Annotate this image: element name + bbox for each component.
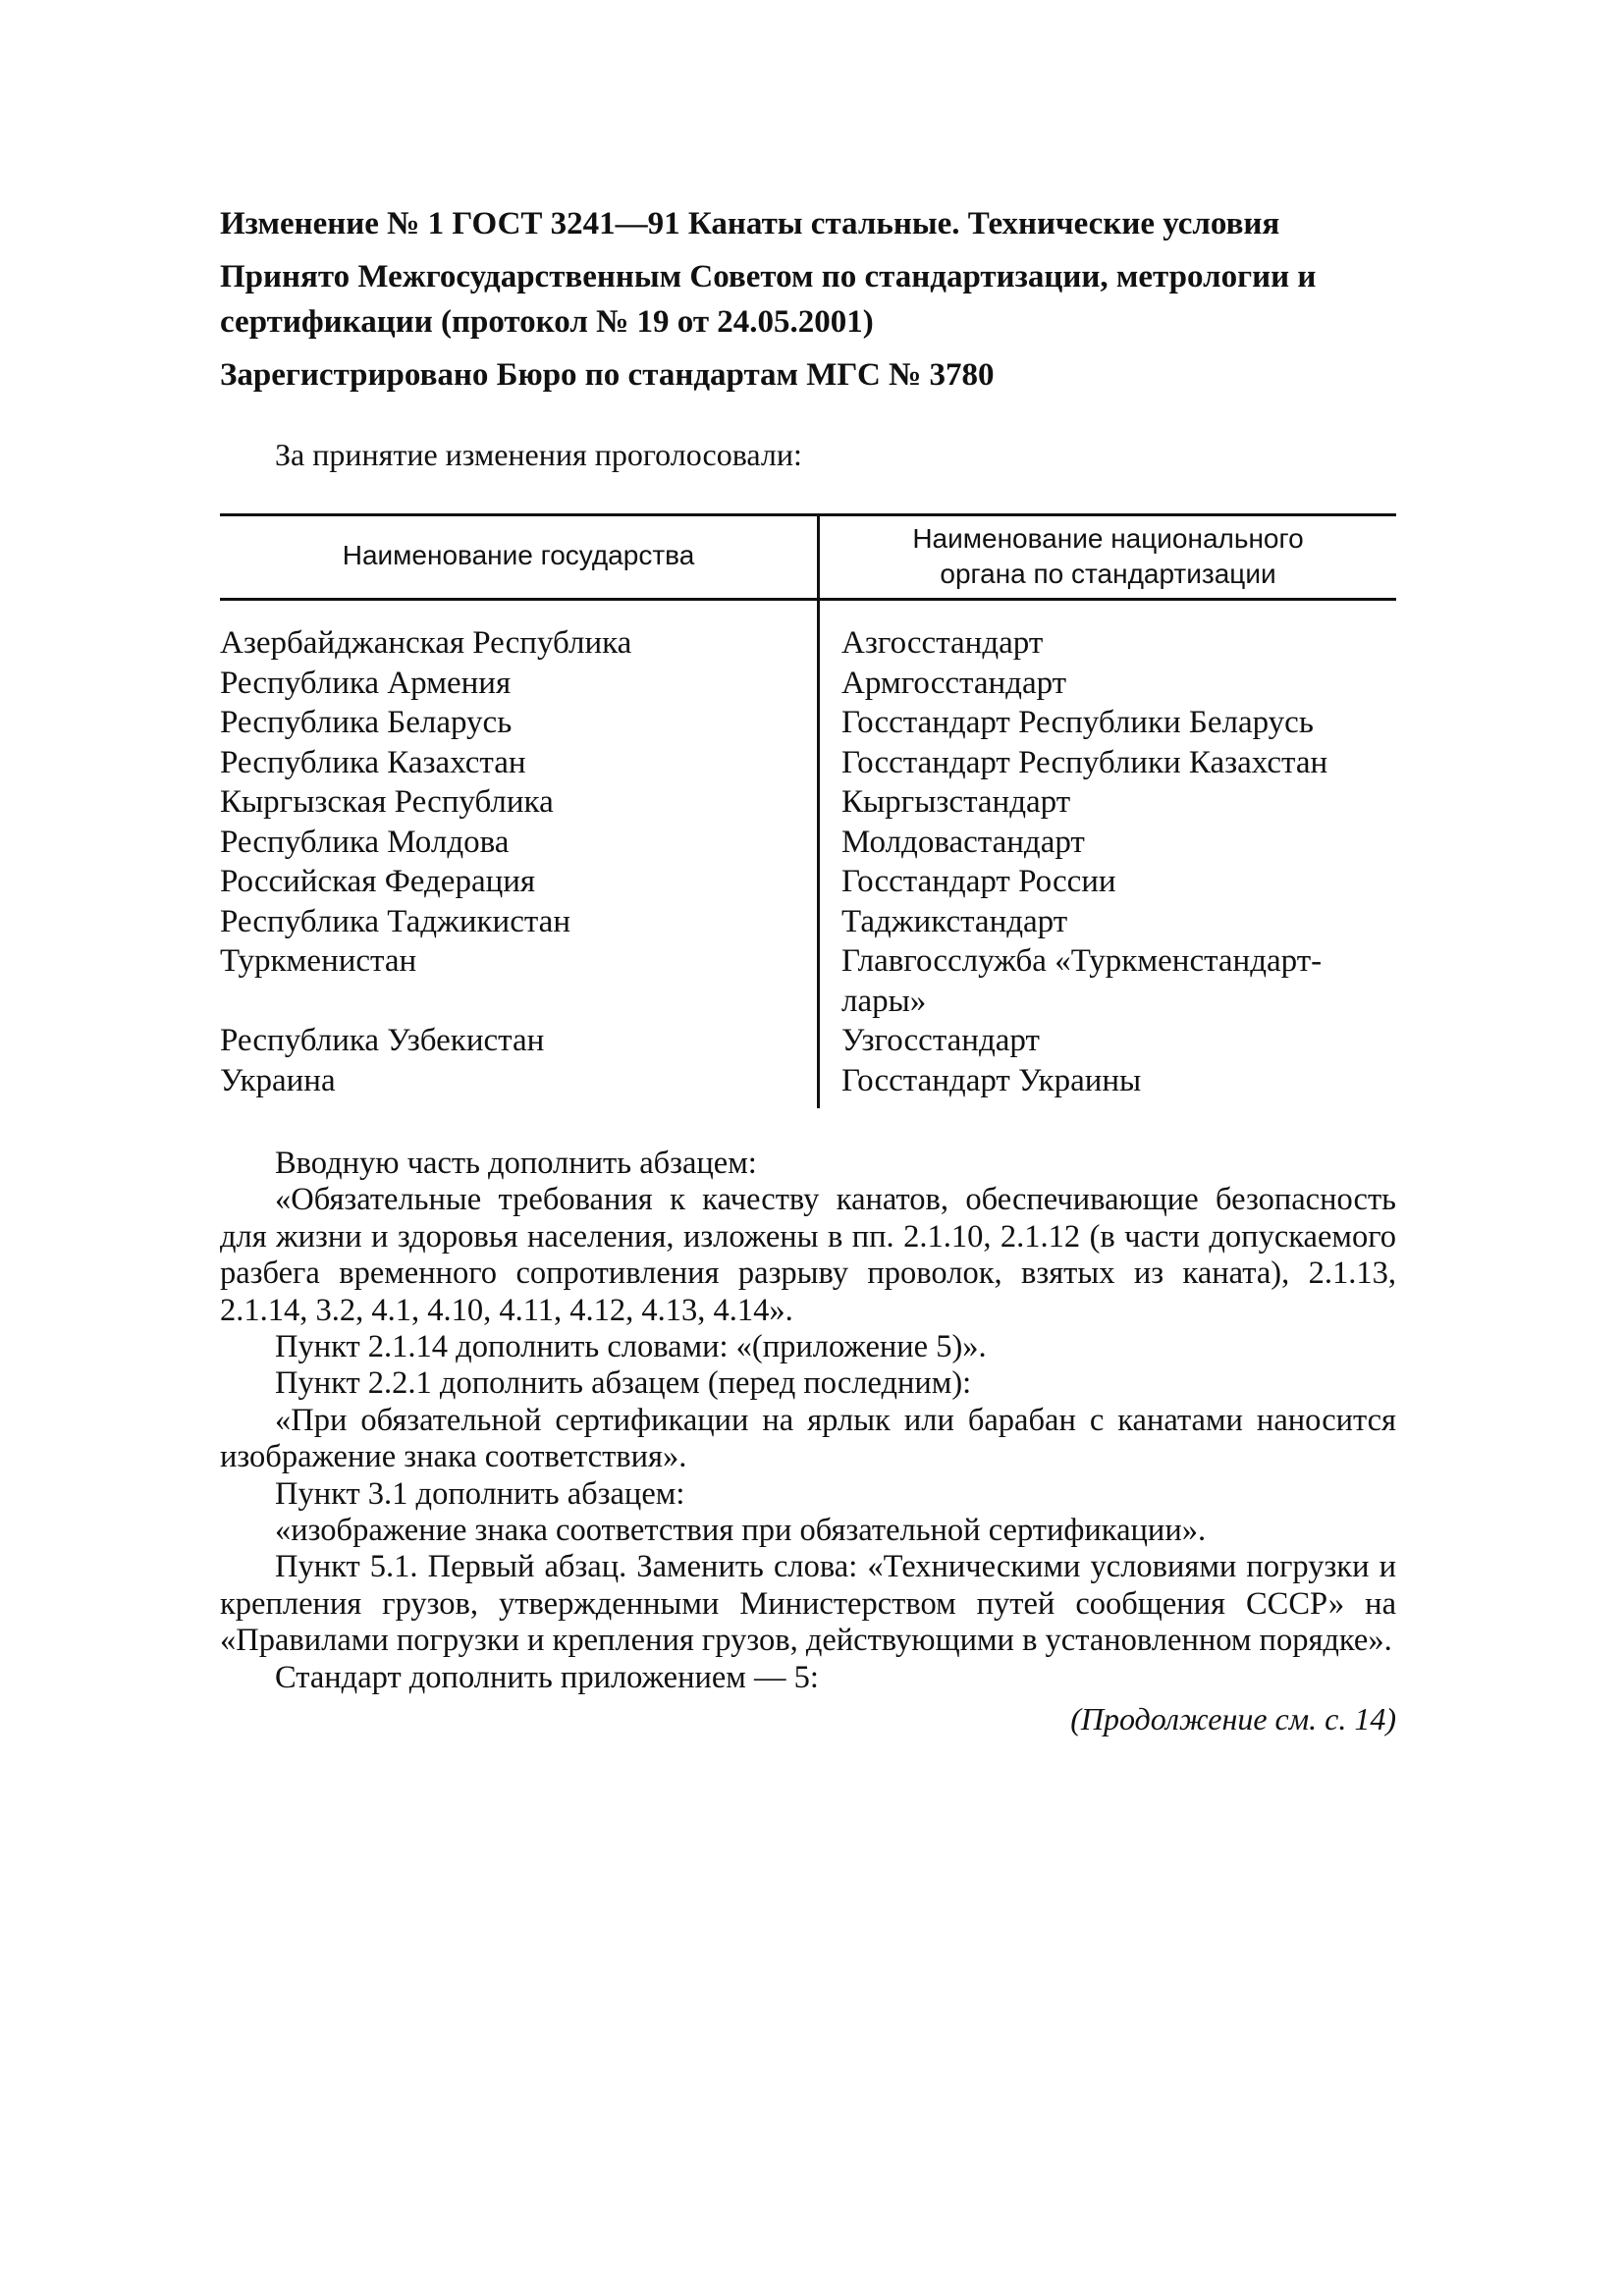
voting-table — [220, 513, 1396, 1112]
table-row — [220, 823, 1396, 863]
standards-body: Молдовастандарт — [841, 824, 1085, 860]
table-body — [220, 623, 1396, 1100]
table-row — [220, 623, 1396, 664]
amendment-body — [220, 1146, 1396, 1696]
standards-body: Госстандарт Украины — [841, 1062, 1142, 1098]
table-row — [220, 941, 1396, 1021]
table-header-rule — [220, 598, 1396, 601]
paragraph: Пункт 2.2.1 дополнить абзацем (перед последним): — [275, 1365, 972, 1402]
paragraph: «Обязательные требования к качеству канатов, обеспечивающие безопасность для жизни и здоровья населения, изложены в пп. 2.1.10, 2.1.12 (в части допускаемого разбега временного сопротивления разрыву проволок, взятых из каната), 2.1.13, 2.1.14, 3.2, 4.1, 4.10, 4.11, 4.12, 4.13, 4.14». — [220, 1182, 1396, 1328]
state-name: Кыргызская Республика — [220, 784, 554, 820]
paragraph: «При обязательной сертификации на ярлык или барабан с канатами наносится изображение знака соответствия». — [220, 1402, 1396, 1475]
amendment-title: Изменение № 1 ГОСТ 3241—91 Канаты стальные. Технические условия — [220, 206, 1280, 241]
document-page — [220, 201, 1396, 1737]
registration-statement: Зарегистрировано Бюро по стандартам МГС № 3780 — [220, 357, 995, 393]
table-row — [220, 664, 1396, 704]
state-name: Республика Таджикистан — [220, 903, 570, 939]
table-row — [220, 902, 1396, 942]
standards-body: Кыргызстандарт — [841, 784, 1071, 820]
column-header-state: Наименование государства — [342, 540, 695, 570]
state-name: Российская Федерация — [220, 864, 536, 899]
column-header-body-line2: органа по стандартизации — [940, 559, 1276, 589]
standards-body-line1: Главгосслужба «Туркменстандарт- — [841, 943, 1323, 979]
state-name: Республика Беларусь — [220, 705, 513, 740]
standards-body: Азгосстандарт — [841, 625, 1044, 661]
standards-body: Госстандарт России — [841, 864, 1116, 899]
table-top-rule — [220, 513, 1396, 516]
state-name: Азербайджанская Республика — [220, 625, 632, 661]
table-row — [220, 1021, 1396, 1061]
standards-body: Таджикстандарт — [841, 903, 1068, 939]
table-row — [220, 1061, 1396, 1101]
standards-body: Госстандарт Республики Беларусь — [841, 705, 1314, 740]
state-name: Украина — [220, 1062, 336, 1098]
column-header-body — [820, 521, 1396, 592]
state-name: Республика Узбекистан — [220, 1023, 545, 1058]
paragraph: Пункт 3.1 дополнить абзацем: — [275, 1475, 685, 1512]
paragraph: Вводную часть дополнить абзацем: — [275, 1146, 757, 1181]
state-name: Туркменистан — [220, 943, 417, 979]
standards-body: Армгосстандарт — [841, 665, 1067, 701]
standards-body: Госстандарт Республики Казахстан — [841, 744, 1328, 780]
state-name: Республика Казахстан — [220, 744, 526, 780]
voting-intro: За принятие изменения проголосовали: — [275, 437, 802, 472]
table-row — [220, 782, 1396, 823]
table-row — [220, 703, 1396, 743]
adoption-statement: Принято Межгосударственным Советом по стандартизации, метрологии и сертификации (протокол № 19 от 24.05.2001) — [220, 259, 1317, 340]
table-row — [220, 743, 1396, 783]
paragraph: «изображение знака соответствия при обязательной сертификации». — [275, 1513, 1207, 1549]
paragraph: Пункт 5.1. Первый абзац. Заменить слова: «Техническими условиями погрузки и крепления грузов, утвержденными Министерством путей сообщения СССР» на «Правилами погрузки и крепления грузов, действующими в установленном порядке». — [220, 1549, 1396, 1659]
state-name: Республика Армения — [220, 665, 512, 701]
paragraph: Стандарт дополнить приложением — 5: — [275, 1659, 819, 1695]
standards-body — [817, 941, 1396, 1021]
continuation-note: (Продолжение см. с. 14) — [1070, 1701, 1396, 1737]
standards-body-line2: лары» — [841, 983, 927, 1019]
state-name: Республика Молдова — [220, 824, 510, 860]
column-header-body-line1: Наименование национального — [912, 523, 1304, 554]
paragraph: Пункт 2.1.14 дополнить словами: «(приложение 5)». — [275, 1329, 987, 1365]
table-row — [220, 862, 1396, 902]
standards-body: Узгосстандарт — [841, 1023, 1040, 1058]
